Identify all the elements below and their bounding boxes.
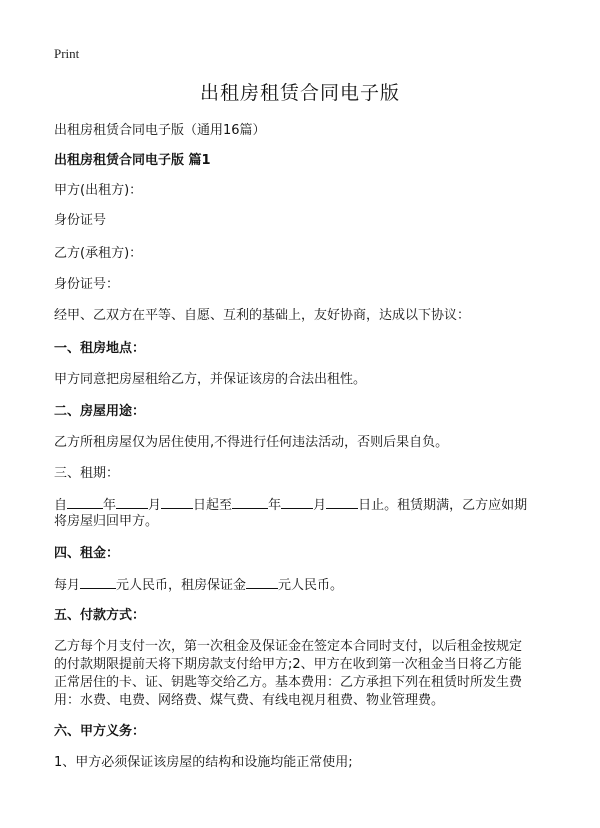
term-year-2: 年 bbox=[268, 498, 282, 513]
rent-monthly-label: 每月 bbox=[54, 578, 81, 593]
end-month-blank bbox=[281, 496, 313, 509]
agreement-intro: 经甲、乙双方在平等、自愿、互利的基础上，友好协商，达成以下协议： bbox=[54, 308, 471, 323]
payment-line-2: 的付款期限提前天将下期房款支付给甲方;2、甲方在收到第一次租金当日将乙方能 bbox=[54, 657, 522, 672]
party-b-label: 乙方(承租方)： bbox=[54, 246, 143, 261]
deposit-blank bbox=[246, 576, 278, 589]
clause-3-heading: 三、租期： bbox=[54, 466, 120, 481]
payment-line-1: 乙方每个月支付一次，第一次租金及保证金在签定本合同时支付，以后租金按规定 bbox=[54, 639, 523, 654]
start-day-blank bbox=[161, 496, 193, 509]
clause-2-text: 乙方所租房屋仅为居住使用,不得进行任何违法活动，否则后果自负。 bbox=[54, 435, 449, 450]
term-month-2: 月 bbox=[313, 498, 327, 513]
document-title: 出租房租赁合同电子版 bbox=[199, 82, 400, 104]
rent-currency-label: 元人民币。 bbox=[278, 578, 344, 593]
start-year-blank bbox=[67, 496, 103, 509]
clause-6-item-1: 1、甲方必须保证该房屋的结构和设施均能正常使用; bbox=[54, 755, 353, 770]
payment-line-4: 用：水费、电费、网络费、煤气费、有线电视月租费、物业管理费。 bbox=[54, 693, 445, 708]
id-number-b-label: 身份证号： bbox=[54, 277, 120, 292]
rent-line bbox=[54, 576, 548, 594]
party-a-label: 甲方(出租方)： bbox=[54, 183, 143, 198]
id-number-a-label: 身份证号 bbox=[54, 213, 107, 228]
start-month-blank bbox=[116, 496, 148, 509]
monthly-rent-blank bbox=[80, 576, 116, 589]
rent-deposit-label: 元人民币，租房保证金 bbox=[116, 578, 247, 593]
print-link[interactable]: Print bbox=[54, 46, 80, 61]
clause-6-heading: 六、甲方义务： bbox=[54, 724, 146, 739]
lease-term-line-1 bbox=[54, 496, 548, 514]
clause-1-heading: 一、租房地点： bbox=[54, 341, 146, 356]
section-heading: 出租房租赁合同电子版 篇1 bbox=[54, 153, 211, 168]
end-year-blank bbox=[232, 496, 268, 509]
term-day-to: 日起至 bbox=[193, 498, 233, 513]
term-year-1: 年 bbox=[103, 498, 117, 513]
term-from: 自 bbox=[54, 498, 68, 513]
end-day-blank bbox=[326, 496, 358, 509]
term-month-1: 月 bbox=[148, 498, 162, 513]
clause-4-heading: 四、租金： bbox=[54, 546, 120, 561]
clause-5-heading: 五、付款方式： bbox=[54, 608, 146, 623]
lease-term-line-2: 将房屋归回甲方。 bbox=[54, 514, 159, 529]
document-subtitle: 出租房租赁合同电子版（通用16篇） bbox=[54, 123, 266, 138]
payment-line-3: 正常居住的卡、证、钥匙等交给乙方。基本费用：乙方承担下列在租赁时所发生费 bbox=[54, 675, 523, 690]
term-end-text: 日止。租赁期满，乙方应如期 bbox=[358, 498, 528, 513]
clause-1-text: 甲方同意把房屋租给乙方，并保证该房的合法出租性。 bbox=[54, 372, 367, 387]
clause-2-heading: 二、房屋用途： bbox=[54, 404, 146, 419]
